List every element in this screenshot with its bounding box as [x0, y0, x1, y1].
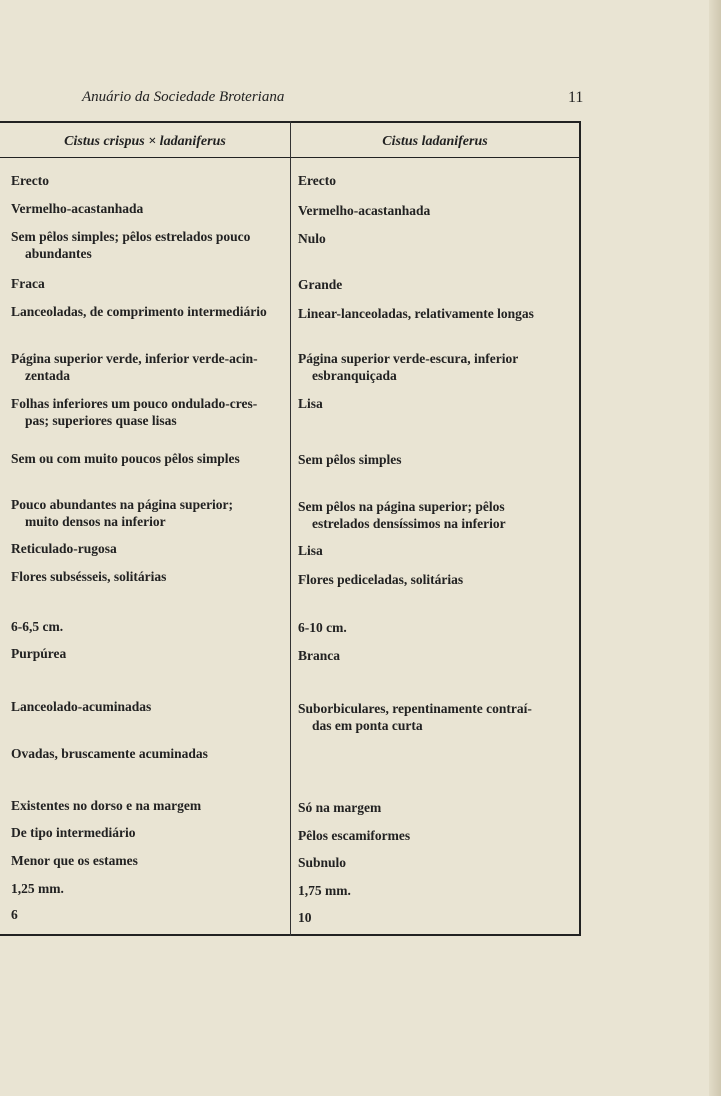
- table-cell: 6: [11, 907, 18, 922]
- table-cell: Reticulado-rugosa: [11, 541, 117, 556]
- table-cell: Vermelho-acastanhada: [11, 201, 144, 216]
- table-cell-line: pas; superiores quase lisas: [25, 413, 177, 428]
- column-header-ladaniferus: Cistus ladaniferus: [382, 134, 488, 149]
- table-cell: Sem pêlos simples: [298, 452, 402, 467]
- table-cell: Lisa: [298, 543, 323, 558]
- table-cell-line: Pouco abundantes na página superior;: [11, 497, 234, 512]
- table-cell: [298, 700, 566, 734]
- table-cell: 1,25 mm.: [11, 881, 64, 896]
- table-cell: 10: [298, 910, 312, 925]
- table-cell: [11, 395, 283, 429]
- table-cell: Lanceoladas, de comprimento intermediário: [11, 304, 267, 319]
- table-cell: [298, 350, 566, 384]
- table-cell: Purpúrea: [11, 646, 67, 661]
- table-cell-line: Página superior verde-escura, inferior: [298, 351, 519, 366]
- table-cell: Subnulo: [298, 855, 347, 870]
- table-cell: Branca: [298, 648, 340, 663]
- comparison-table: [0, 121, 581, 936]
- table-cell: [11, 496, 283, 530]
- table-cell-line: Sem pêlos simples; pêlos estrelados pouco: [11, 229, 251, 244]
- table-cell: Menor que os estames: [11, 853, 138, 868]
- table-cell: Flores pediceladas, solitárias: [298, 572, 464, 587]
- table-cell: Pêlos escamiformes: [298, 828, 411, 843]
- table-column-divider: [290, 121, 291, 936]
- running-title: Anuário da Sociedade Broteriana: [82, 89, 285, 105]
- table-cell: Linear-lanceoladas, relativamente longas: [298, 306, 534, 321]
- table-cell: 6-10 cm.: [298, 620, 347, 635]
- table-cell: Fraca: [11, 276, 45, 291]
- table-cell-line: Suborbiculares, repentinamente contraí-: [298, 701, 532, 716]
- table-cell-line: zentada: [25, 368, 70, 383]
- table-cell-line: esbranquiçada: [312, 368, 397, 383]
- table-cell: De tipo intermediário: [11, 825, 136, 840]
- table-cell-line: muito densos na inferior: [25, 514, 166, 529]
- table-cell: Erecto: [11, 173, 49, 188]
- table-cell: Vermelho-acastanhada: [298, 203, 431, 218]
- table-cell: Erecto: [298, 173, 336, 188]
- table-cell: Lanceolado-acuminadas: [11, 699, 152, 714]
- table-cell: Só na margem: [298, 800, 382, 815]
- table-cell-line: Sem pêlos na página superior; pêlos: [298, 499, 505, 514]
- column-header-hybrid: Cistus crispus × ladaniferus: [64, 134, 226, 149]
- table-cell-line: abundantes: [25, 246, 92, 261]
- table-cell-line: Página superior verde, inferior verde-acin-: [11, 351, 258, 366]
- table-cell: Ovadas, bruscamente acuminadas: [11, 746, 208, 761]
- table-cell: [298, 498, 566, 532]
- table-cell-line: estrelados densíssimos na inferior: [312, 516, 506, 531]
- table-cell: [11, 228, 283, 262]
- table-cell: Grande: [298, 277, 343, 292]
- table-cell: Existentes no dorso e na margem: [11, 798, 202, 813]
- table-cell: [11, 350, 283, 384]
- table-cell-line: das em ponta curta: [312, 718, 423, 733]
- page-number: 11: [568, 89, 584, 106]
- table-cell: Sem ou com muito poucos pêlos simples: [11, 451, 240, 466]
- table-cell: Nulo: [298, 231, 326, 246]
- table-cell: 1,75 mm.: [298, 883, 351, 898]
- table-cell-line: Folhas inferiores um pouco ondulado-cres-: [11, 396, 258, 411]
- table-cell: 6-6,5 cm.: [11, 619, 64, 634]
- table-cell: Lisa: [298, 396, 323, 411]
- page-edge-shadow: [709, 0, 721, 1096]
- table-cell: Flores subsésseis, solitárias: [11, 569, 167, 584]
- table-right-border: [579, 121, 581, 936]
